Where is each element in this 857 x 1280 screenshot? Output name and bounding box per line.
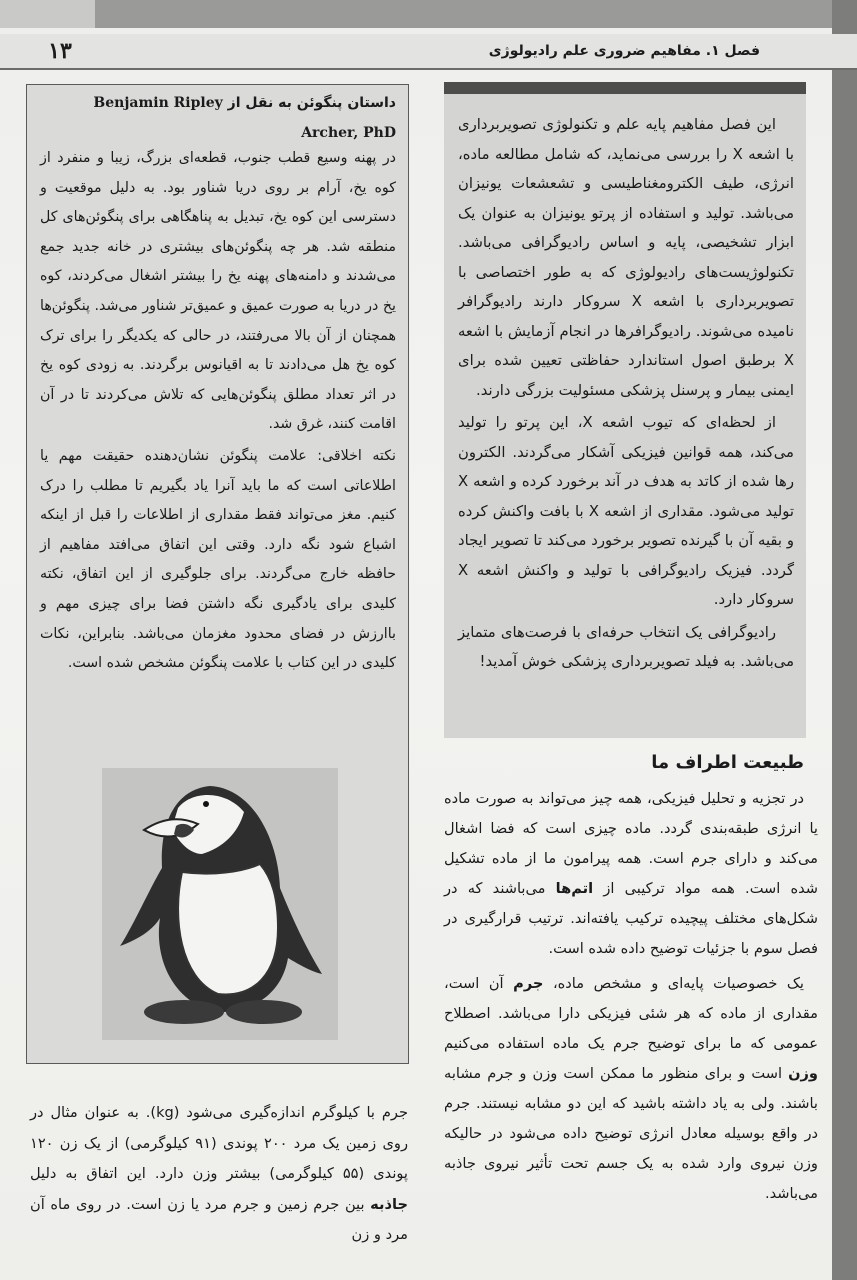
intro-text — [458, 110, 794, 680]
body-paragraph — [444, 784, 818, 964]
page-number: ۱۳ — [48, 38, 72, 64]
body-text: است و برای منظور ما ممکن است وزن و جرم مشابه باشند. ولی به یاد داشته باشید که این دو مشابه نیستند. جرم در واقع بوسیله معادل انرژی توضیح داده می‌شود در حالیکه وزن نیروی وارد شده به یک جسم تحت تأثیر نیروی جاذبه می‌باشد. — [444, 1065, 818, 1202]
intro-paragraph: رادیوگرافی یک انتخاب حرفه‌ای با فرصت‌های متمایز می‌باشد. به فیلد تصویربرداری پزشکی خوش آمدید! — [458, 623, 794, 670]
body-text: آن است، مقداری از ماده که هر شئی فیزیکی دارا می‌باشد. اصطلاح عمومی که ما برای توضیح جرم یک ماده استفاده می‌کنیم — [444, 975, 818, 1052]
body-text: یک خصوصیات پایه‌ای و مشخص ماده، — [552, 975, 804, 992]
body-text: در تجزیه و تحلیل فیزیکی، همه چیز می‌تواند به صورت ماده یا انرژی طبقه‌بندی گردد. ماده چیزی است که فضا اشغال می‌کند و دارای جرم است. همه پیرامون ما از ماده تشکیل شده است. همه مواد ترکیبی از — [444, 790, 819, 897]
story-text — [40, 144, 396, 681]
chapter-title: فصل ۱. مفاهیم ضروری علم رادیولوژی — [488, 43, 760, 59]
bold-term: جاذبه — [370, 1195, 408, 1213]
intro-paragraph: این فصل مفاهیم پایه علم و تکنولوژی تصویربرداری با اشعه X را بررسی می‌نماید، که شامل مطالعه ماده، انرژی، طیف الکترومغناطیسی و تشعشعات یونیزان می‌باشد. تولید و استفاده از پرتو یونیزان به عنوان یک ابزار تشخیصی، پایه و اساس رادیوگرافی می‌باشد. تکنولوژیست‌های رادیولوژی که به طور اختصاصی با تصویربرداری با اشعه X سروکار دارند رادیوگرافر نامیده می‌شوند. رادیوگرافرها در انجام آزمایش با اشعه X برطبق اصول استاندارد حفاظتی تعیین شده برای ایمنی بیمار و پرسنل پزشکی مسئولیت بزرگی دارند. — [458, 116, 794, 399]
bottom-paragraph — [30, 1098, 408, 1251]
body-text: جرم با کیلوگرم اندازه‌گیری می‌شود (kg). به عنوان مثال در روی زمین یک مرد ۲۰۰ پوندی (۹۱ کیلوگرمی) از یک زن ۱۲۰ پوندی (۵۵ کیلوگرمی) بیشتر وزن دارد. این اتفاق به دلیل — [30, 1104, 408, 1182]
body-text: می‌باشند که در شکل‌های مختلف پیچیده ترکیب یافته‌اند. ترتیب قرارگیری در فصل سوم با جزئیات توضیح داده شده است. — [444, 880, 818, 957]
story-title: داستان پنگوئن به نقل از — [227, 95, 396, 111]
story-moral: نکته اخلاقی: علامت پنگوئن نشان‌دهنده حقیقت مهم یا اطلاعاتی است که ما باید آنرا یاد بگیریم تا مطلب را درک کنیم. مغز می‌تواند فقط مقداری از اطلاعات را قبل از اینکه اشباع شود نگه دارد. وقتی این اتفاق می‌افتد مفاهیم از حافظه خارج می‌گردند. برای جلوگیری از این اتفاق، نکته کلیدی برای یادگیری نگه داشتن فضا برای چیزی مهم و باارزش در فضای محدود مغزمان می‌باشد. بنابراین، نکات کلیدی در این کتاب با علامت پنگوئن مشخص شده است. — [40, 447, 396, 672]
bold-term: اتم‌ها — [555, 880, 594, 897]
bold-term: وزن — [788, 1065, 819, 1082]
body-paragraph — [30, 1098, 408, 1251]
section-body — [444, 784, 818, 1214]
bold-term: جرم — [513, 975, 544, 992]
section-heading: طبیعت اطراف ما — [651, 752, 804, 773]
intro-paragraph: از لحظه‌ای که تیوب اشعه X، این پرتو را تولید می‌کند، همه قوانین فیزیکی آشکار می‌گردند. الکترون رها شده از کاتد به هدف در آند برخورد کرده و اشعه X تولید می‌شود. مقداری از اشعه X با بافت واکنش کرده و بقیه آن با گیرنده تصویر برخورد می‌کند تا تصویر ایجاد گردد. فیزیک رادیوگرافی با تولید و واکنش اشعه X سروکار دارد. — [458, 414, 795, 608]
page-edge-bar — [832, 0, 857, 1280]
body-paragraph — [444, 969, 818, 1209]
top-dark-strip — [95, 0, 857, 28]
story-paragraph: در پهنه وسیع قطب جنوب، قطعه‌ای بزرگ، زیبا و منفرد از کوه یخ، آرام بر روی دریا شناور بود. به دلیل موقعیت و دسترسی این کوه یخ، تبدیل به پناهگاهی برای پنگوئن‌های کل منطقه شد. هر چه پنگوئن‌های بیشتری در خانه جدید جمع می‌شدند و دامنه‌های پهنه یخ را بیشتر اشغال می‌کردند، کوه یخ در دریا به صورت عمیق و عمیق‌تر شناور می‌شد. پنگوئن‌ها همچنان از آن بالا می‌رفتند، در حالی که یکدیگر را برای ترک کوه یخ هل می‌دادند تا به اقیانوس برگردند. به زودی کوه یخ در اثر تعداد مطلق پنگوئن‌هایی که تلاش می‌کردند تا در آن اقامت کنند، غرق شد. — [40, 150, 396, 433]
penguin-illustration — [102, 768, 338, 1040]
body-text: بین جرم زمین و جرم مرد یا زن است. در روی ماه آن مرد و زن — [30, 1195, 408, 1243]
story-author: Benjamin Ripley Archer, PhD — [93, 95, 396, 141]
story-heading — [40, 88, 396, 148]
penguin-icon — [102, 768, 338, 1040]
